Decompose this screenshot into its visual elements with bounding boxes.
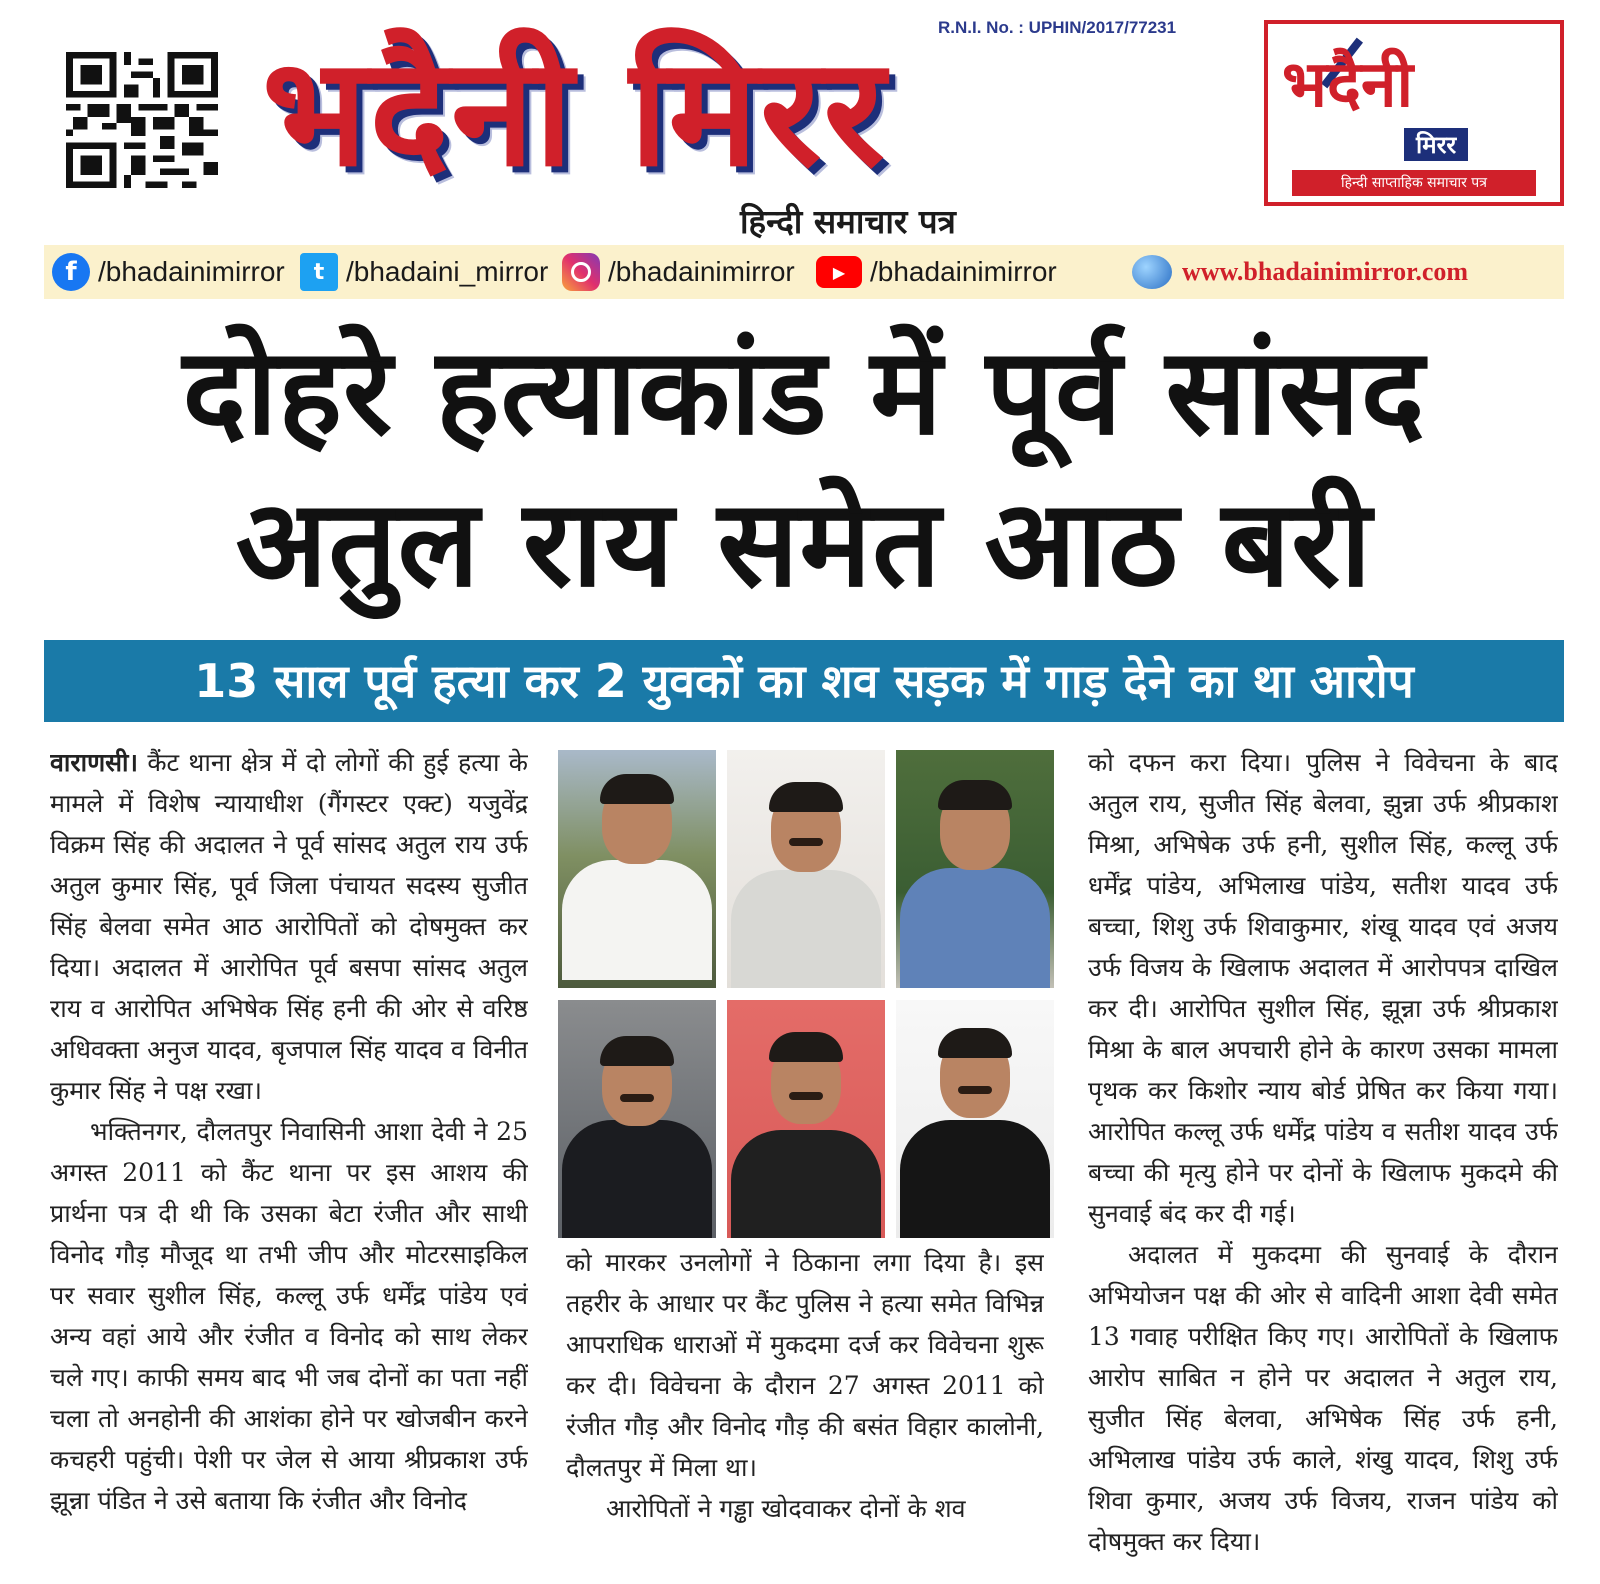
article-paragraph: भक्तिनगर, दौलतपुर निवासिनी आशा देवी ने 25 अगस्त 2011 को कैंट थाना पर इस आशय की प्रार्थना पत्र दी थी कि उसका बेटा रंजीत और साथी विनोद गौड़ मौजूद था तभी जीप और मोटरसाइकिल पर सवार सुशील सिंह, कल्लू उर्फ धर्मेंद्र पांडेय एवं अन्य वहां आये और रंजीत व विनोद को साथ लेकर चले गए। काफी समय बाद भी जब दोनों का पता नहीं चला तो अनहोनी की आशंका होने पर खोजबीन करने कचहरी पहुंची। पेशी पर जेल से आया श्रीप्रकाश उर्फ झून्ना पंडित ने उसे बताया कि रंजीत और विनोद — [50, 1117, 528, 1515]
figure-body — [731, 1130, 881, 1238]
figure-moustache — [789, 1092, 823, 1100]
headline-line-1: दोहरे हत्याकांड में पूर्व सांसद — [182, 323, 1426, 462]
youtube-link[interactable] — [816, 254, 1057, 290]
article-paragraph: आरोपितों ने गड्ढा खोदवाकर दोनों के शव — [606, 1494, 966, 1523]
figure-moustache — [958, 1086, 992, 1094]
newspaper-logo — [1264, 20, 1564, 206]
article-paragraph: अदालत में मुकदमा की सुनवाई के दौरान अभियोजन पक्ष की ओर से वादिनी आशा देवी समेत 13 गवाह परीक्षित किए गए। आरोपितों के खिलाफ आरोप साबित न होने पर अदालत ने अतुल राय, सुजीत सिंह बेलवा, अभिषेक सिंह उर्फ हनी, अभिलाख पांडेय उर्फ काले, शंखु यादव, शिशु उर्फ शिवा कुमार, अजय उर्फ विजय, राजन पांडेय को दोषमुक्त कर दिया। — [1088, 1240, 1558, 1556]
article-text: कैंट थाना क्षेत्र में दो लोगों की हुई हत्या के मामले में विशेष न्यायाधीश (गैंगस्टर एक्ट) यजुवेंद्र विक्रम सिंह की अदालत ने पूर्व सांसद अतुल राय उर्फ अतुल कुमार सिंह, पूर्व जिला पंचायत सदस्य सुजीत सिंह बेलवा समेत आठ आरोपितों को दोषमुक्त कर दिया। अदालत में आरोपित पूर्व बसपा सांसद अतुल राय व आरोपित अभिषेक सिंह हनी की ओर से वरिष्ठ अधिवक्ता अनुज यादव, बृजपाल सिंह यादव व विनीत कुमार सिंह ने पक्ष रखा। — [50, 748, 528, 1105]
facebook-link[interactable] — [52, 254, 285, 290]
photo-advocate-2 — [727, 1000, 885, 1238]
newspaper-tagline: हिन्दी समाचार पत्र — [740, 202, 956, 241]
twitter-icon: t — [300, 253, 338, 291]
article-column-1 — [50, 742, 528, 1582]
youtube-icon: ▶ — [816, 256, 862, 288]
photo-accused-3 — [896, 750, 1054, 988]
globe-icon — [1132, 255, 1172, 289]
instagram-link[interactable] — [562, 254, 795, 290]
dateline: वाराणसी। — [50, 748, 139, 777]
figure-hair — [769, 782, 843, 812]
twitter-handle: /bhadaini_mirror — [346, 256, 549, 287]
figure-body — [562, 1120, 712, 1238]
logo-subtitle: हिन्दी साप्ताहिक समाचार पत्र — [1292, 170, 1536, 196]
logo-word-bhadaini: भदैनी — [1282, 48, 1414, 122]
headline-line-2: अतुल राय समेत आठ बरी — [235, 475, 1373, 614]
photo-advocate-1 — [558, 1000, 716, 1238]
article-column-3 — [1088, 742, 1558, 1582]
article-paragraph — [50, 742, 528, 1111]
article-paragraph: को मारकर उनलोगों ने ठिकाना लगा दिया है। इस तहरीर के आधार पर कैंट पुलिस ने हत्या समेत विभिन्न आपराधिक धाराओं में मुकदमा दर्ज कर विवेचना शुरू कर दी। विवेचना के दौरान 27 अगस्त 2011 को रंजीत गौड़ और विनोद गौड़ की बसंत विहार कालोनी, दौलतपुर में मिला था। — [566, 1248, 1044, 1482]
article-column-2 — [566, 1242, 1044, 1582]
subheadline: 13 साल पूर्व हत्या कर 2 युवकों का शव सड़क में गाड़ देने का था आरोप — [44, 640, 1564, 722]
social-bar — [44, 245, 1564, 299]
twitter-link[interactable] — [300, 254, 548, 290]
figure-body — [900, 868, 1050, 988]
figure-hair — [600, 1036, 674, 1066]
qr-code — [66, 52, 218, 188]
rni-number: R.N.I. No. : UPHIN/2017/77231 — [938, 18, 1177, 37]
instagram-icon — [562, 253, 600, 291]
facebook-icon: f — [52, 253, 90, 291]
figure-body — [562, 860, 712, 980]
figure-moustache — [789, 838, 823, 846]
facebook-handle: /bhadainimirror — [98, 256, 285, 287]
photo-accused-2 — [727, 750, 885, 988]
instagram-handle: /bhadainimirror — [608, 256, 795, 287]
figure-hair — [938, 1028, 1012, 1058]
figure-moustache — [620, 1094, 654, 1102]
photo-atul-rai — [558, 750, 716, 988]
website-url: www.bhadainimirror.com — [1182, 257, 1469, 286]
logo-word-mirror: मिरर — [1404, 128, 1468, 161]
newspaper-title: भदैनी मिरर — [262, 26, 887, 200]
website-link[interactable] — [1132, 254, 1468, 290]
youtube-handle: /bhadainimirror — [870, 256, 1057, 287]
figure-body — [731, 870, 881, 988]
figure-hair — [600, 774, 674, 804]
article-paragraph: को दफन करा दिया। पुलिस ने विवेचना के बाद अतुल राय, सुजीत सिंह बेलवा, झुन्ना उर्फ श्रीप्रकाश मिश्रा, अभिषेक उर्फ हनी, सुशील सिंह, कल्लू उर्फ धर्मेंद्र पांडेय, अभिलाख पांडेय, सतीश यादव उर्फ बच्चा, शिशु उर्फ शिवाकुमार, शंखू यादव एवं अजय उर्फ विजय के खिलाफ अदालत में आरोपपत्र दाखिल कर दी। आरोपित सुशील सिंह, झून्ना उर्फ श्रीप्रकाश मिश्रा के बाल अपचारी होने के कारण उसका मामला पृथक कर किशोर न्याय बोर्ड प्रेषित कर किया गया। आरोपित कल्लू उर्फ धर्मेंद्र पांडेय व सतीश यादव उर्फ बच्चा की मृत्यु होने पर दोनों के खिलाफ मुकदमे की सुनवाई बंद कर दी गई। — [1088, 748, 1558, 1228]
figure-hair — [769, 1032, 843, 1062]
figure-hair — [938, 780, 1012, 810]
figure-body — [900, 1120, 1050, 1238]
photo-advocate-3 — [896, 1000, 1054, 1238]
